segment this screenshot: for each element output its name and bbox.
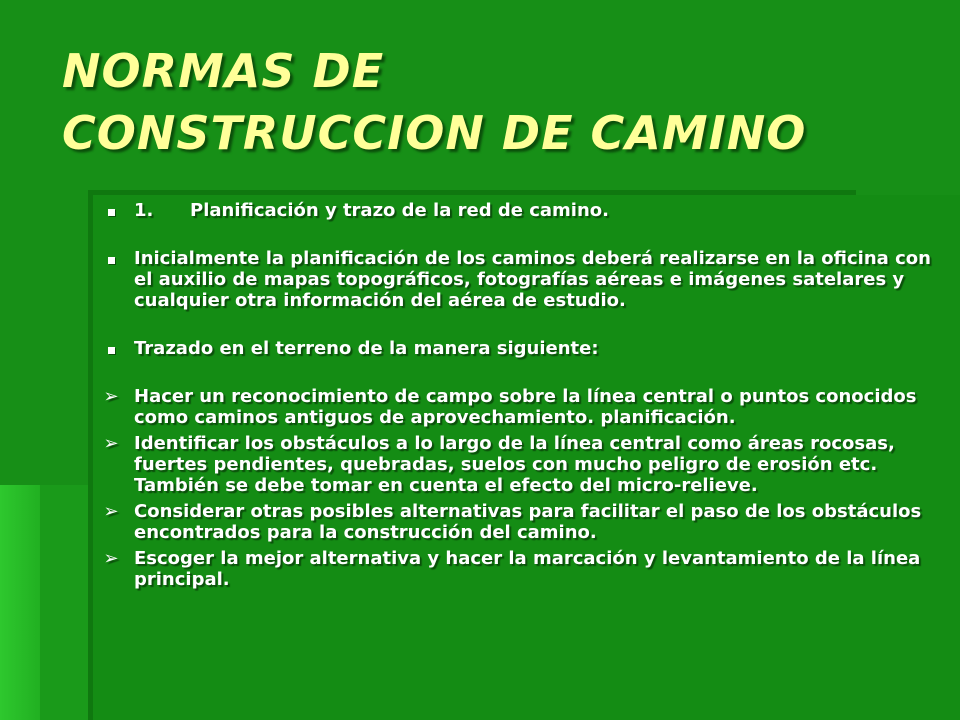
list-item-text: Trazado en el terreno de la manera siguiente:: [134, 338, 599, 359]
list-item: [96, 248, 936, 311]
item-number: 1.: [134, 200, 154, 221]
title-line-1: NORMAS DE: [62, 44, 385, 98]
title-line-2: CONSTRUCCION DE CAMINO: [62, 106, 807, 160]
square-bullet-icon: [99, 338, 123, 359]
list-item: [96, 200, 936, 221]
bullet-list: [96, 200, 936, 590]
list-item-text: Identificar los obstáculos a lo largo de la línea central como áreas rocosas, fuertes pendientes, quebradas, suelos con mucho peligro de erosión etc. También se debe tomar en cuenta el efecto del micro-relieve.: [134, 433, 895, 496]
arrow-bullet-icon: ➢: [103, 386, 119, 407]
list-item-text: Hacer un reconocimiento de campo sobre la línea central o puntos conocidos como caminos antiguos de aprovechamiento. planificación.: [134, 386, 917, 428]
list-item: [96, 548, 936, 590]
list-item-text: Planificación y trazo de la red de camino.: [190, 200, 609, 221]
slide-title: [62, 40, 942, 164]
background-left-stripe: [0, 485, 40, 720]
list-item-text: Inicialmente la planificación de los caminos deberá realizarse en la oficina con el auxilio de mapas topográficos, fotografías aéreas e imágenes satelares y cualquier otra información del aérea de estudio.: [134, 248, 931, 311]
list-item: [96, 338, 936, 359]
list-item-text: Escoger la mejor alternativa y hacer la marcación y levantamiento de la línea principal.: [134, 548, 921, 590]
list-item: [96, 501, 936, 543]
arrow-bullet-icon: ➢: [103, 501, 119, 522]
list-item: [96, 386, 936, 428]
arrow-bullet-icon: ➢: [103, 548, 119, 569]
square-bullet-icon: [99, 200, 123, 221]
square-bullet-icon: [99, 248, 123, 269]
list-item: [96, 433, 936, 496]
list-item-text: Considerar otras posibles alternativas para facilitar el paso de los obstáculos encontrados para la construcción del camino.: [134, 501, 922, 543]
arrow-bullet-icon: ➢: [103, 433, 119, 454]
